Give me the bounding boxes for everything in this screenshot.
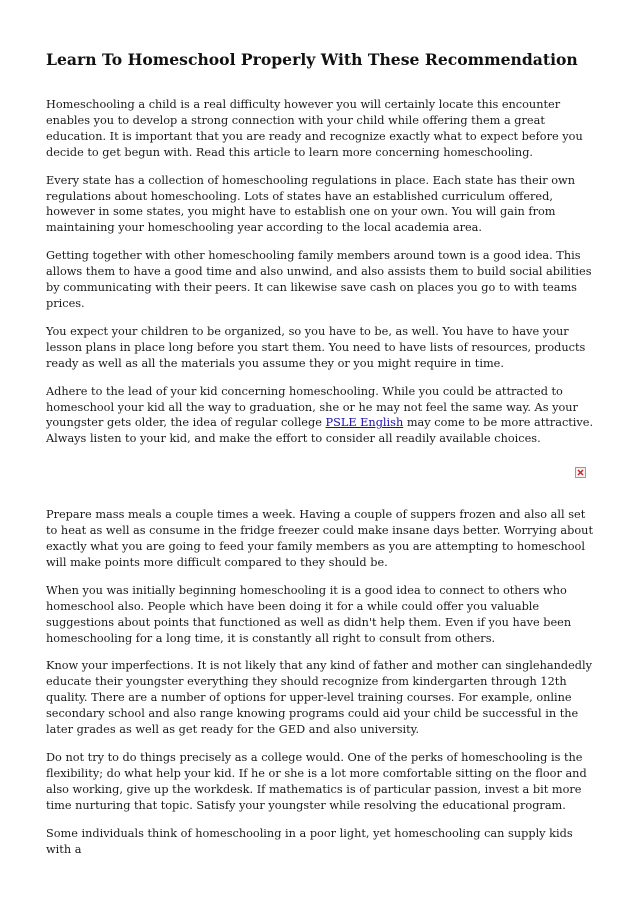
document-body [46,97,594,869]
paragraph: Know your imperfections. It is not likely that any kind of father and mother can singlehandedly educate their youngster everything they should recognize from kindergarten through 12th quality. There are a number of options for upper-level training courses. For example, online secondary school and also range knowing programs could aid your child be successful in the later grades as well as get ready for the GED and also university. [46,659,593,737]
paragraph: Some individuals think of homeschooling in a poor light, yet homeschooling can supply kids with a [46,826,573,856]
paragraph-with-link [46,384,594,448]
embedded-image [46,459,594,495]
paragraph: Getting together with other homeschooling family members around town is a good idea. This allows them to have a good time and also unwind, and also assists them to build social abilities by communicating with their peers. It can likewise save cash on places you go to with teams prices. [46,249,592,310]
paragraph: Homeschooling a child is a real difficulty however you will certainly locate this encounter enables you to develop a strong connection with your child while offering them a great education. It is important that you are ready and recognize exactly what to expect before you decide to get begun with. Read this article to learn more concerning homeschooling. [46,98,583,159]
paragraph: When you was initially beginning homeschooling it is a good idea to connect to others who homeschool also. People which have been doing it for a while could offer you valuable suggestions about points that functioned as well as didn't help them. Even if you have been homeschooling for a long time, it is constantly all right to consult from others. [46,583,572,645]
paragraph: Prepare mass meals a couple times a week. Having a couple of suppers frozen and also all set to heat as well as consume in the fridge freezer could make insane days better. Worrying about exactly what you are going to feed your family members as you are attempting to homeschool will make points more difficult compared to they should be. [46,508,593,569]
paragraph-text: Adhere to the lead of your kid concerning homeschooling. While you could be attracted to homeschool your kid all the way to graduation, she or he may not feel the same way. As your youngster gets older, the idea of regular college [46,384,578,430]
broken-image-icon [575,467,586,478]
paragraph: Do not try to do things precisely as a college would. One of the perks of homeschooling is the flexibility; do what help your kid. If he or she is a lot more comfortable sitting on the floor and also working, give up the workdesk. If mathematics is of particular passion, invest a bit more time nurturing that topic. Satisfy your youngster while resolving the educational program. [46,751,587,812]
paragraph: You expect your children to be organized, so you have to be, as well. You have to have your lesson plans in place long before you start them. You need to have lists of resources, products ready as well as all the materials you assume they or you might require in time. [46,324,586,370]
document-title: Learn To Homeschool Properly With These Recommendation [46,50,578,69]
paragraph-text: may come to be more attractive. Always listen to your kid, and make the effort to consider all readily available choices. [46,416,594,446]
psle-english-link[interactable]: PSLE English [325,416,404,430]
paragraph: Every state has a collection of homeschooling regulations in place. Each state has their own regulations about homeschooling. Lots of states have an established curriculum offered, however in some states, you might have to establish one on your own. You will gain from maintaining your homeschooling year according to the local academia area. [46,173,575,235]
